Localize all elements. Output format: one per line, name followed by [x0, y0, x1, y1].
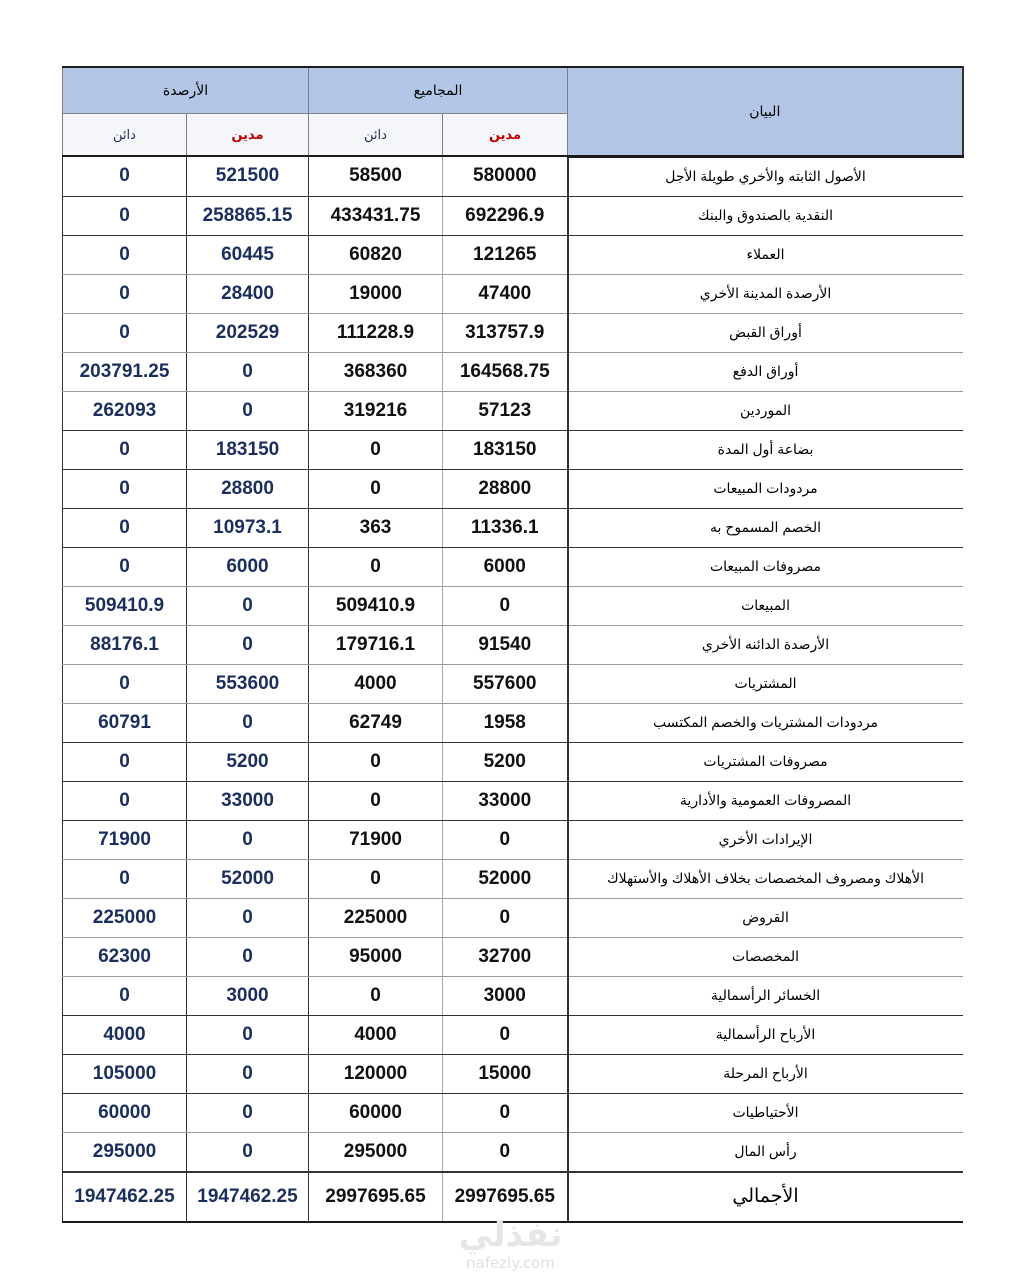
balances-credit-cell: 0 [63, 508, 187, 547]
table-row [63, 586, 963, 625]
totals-debit-cell: 0 [443, 898, 568, 937]
balances-debit-cell: 258865.15 [187, 196, 309, 235]
table-row [63, 391, 963, 430]
balances-debit-cell: 0 [187, 703, 309, 742]
balances-debit-cell: 0 [187, 1093, 309, 1132]
description-cell: الأرصدة المدينة الأخري [568, 274, 963, 313]
balances-debit-cell: 52000 [187, 859, 309, 898]
balances-debit-cell: 553600 [187, 664, 309, 703]
table-row [63, 937, 963, 976]
totals-credit-cell: 0 [309, 742, 443, 781]
balances-credit-cell: 295000 [63, 1132, 187, 1172]
balances-debit-cell: 0 [187, 625, 309, 664]
totals-debit-cell: 47400 [443, 274, 568, 313]
balances-debit-cell: 60445 [187, 235, 309, 274]
totals-debit-cell: 0 [443, 820, 568, 859]
totals-debit-cell: 557600 [443, 664, 568, 703]
table-row [63, 625, 963, 664]
table-row [63, 352, 963, 391]
balances-debit-cell: 183150 [187, 430, 309, 469]
totals-debit-cell: 2997695.65 [443, 1172, 568, 1222]
description-cell: الأجمالي [568, 1172, 963, 1222]
table-row [63, 1093, 963, 1132]
table-row [63, 898, 963, 937]
balances-credit-cell: 0 [63, 156, 187, 196]
balances-debit-cell: 0 [187, 937, 309, 976]
description-cell: الأصول الثابته والأخري طويلة الأجل [568, 156, 963, 196]
description-cell: الأرباح المرحلة [568, 1054, 963, 1093]
balances-credit-cell: 0 [63, 742, 187, 781]
balances-debit-cell: 10973.1 [187, 508, 309, 547]
balances-credit-cell: 0 [63, 781, 187, 820]
table-row [63, 820, 963, 859]
balances-debit-cell: 0 [187, 898, 309, 937]
totals-debit-cell: 313757.9 [443, 313, 568, 352]
balances-credit-cell: 60000 [63, 1093, 187, 1132]
description-cell: رأس المال [568, 1132, 963, 1172]
totals-credit-cell: 95000 [309, 937, 443, 976]
balances-debit-cell: 1947462.25 [187, 1172, 309, 1222]
totals-credit-cell: 0 [309, 859, 443, 898]
totals-debit-cell: 0 [443, 1132, 568, 1172]
totals-debit-cell: 183150 [443, 430, 568, 469]
description-cell: الأرباح الرأسمالية [568, 1015, 963, 1054]
balances-credit-cell: 0 [63, 235, 187, 274]
totals-credit-cell: 4000 [309, 664, 443, 703]
totals-credit-cell: 509410.9 [309, 586, 443, 625]
totals-debit-header: مدين [443, 114, 568, 157]
balances-credit-cell: 0 [63, 664, 187, 703]
balances-debit-cell: 0 [187, 1015, 309, 1054]
totals-debit-cell: 15000 [443, 1054, 568, 1093]
totals-credit-cell: 363 [309, 508, 443, 547]
totals-credit-cell: 60000 [309, 1093, 443, 1132]
description-cell: العملاء [568, 235, 963, 274]
balances-debit-cell: 521500 [187, 156, 309, 196]
totals-debit-cell: 692296.9 [443, 196, 568, 235]
description-header: البيان [568, 67, 963, 156]
description-cell: الأحتياطيات [568, 1093, 963, 1132]
description-cell: مردودات المشتريات والخصم المكتسب [568, 703, 963, 742]
table-row [63, 703, 963, 742]
balances-credit-cell: 0 [63, 469, 187, 508]
table-row [63, 430, 963, 469]
description-cell: الأهلاك ومصروف المخصصات بخلاف الأهلاك والأستهلاك [568, 859, 963, 898]
table-row [63, 196, 963, 235]
table-row [63, 781, 963, 820]
balances-credit-header: دائن [63, 114, 187, 157]
table-row [63, 235, 963, 274]
nafezly-watermark [448, 1216, 573, 1278]
balances-debit-cell: 202529 [187, 313, 309, 352]
totals-credit-cell: 0 [309, 976, 443, 1015]
description-cell: الموردين [568, 391, 963, 430]
description-cell: مصروفات المشتريات [568, 742, 963, 781]
description-cell: مردودات المبيعات [568, 469, 963, 508]
balances-debit-cell: 3000 [187, 976, 309, 1015]
totals-credit-cell: 120000 [309, 1054, 443, 1093]
total-row [63, 1172, 963, 1222]
totals-debit-cell: 580000 [443, 156, 568, 196]
totals-credit-cell: 4000 [309, 1015, 443, 1054]
table-row [63, 547, 963, 586]
description-cell: المشتريات [568, 664, 963, 703]
table-row [63, 313, 963, 352]
balances-debit-cell: 5200 [187, 742, 309, 781]
table-row [63, 156, 963, 196]
totals-debit-cell: 57123 [443, 391, 568, 430]
description-cell: الخسائر الرأسمالية [568, 976, 963, 1015]
balances-credit-cell: 62300 [63, 937, 187, 976]
table-row [63, 1054, 963, 1093]
balances-credit-cell: 262093 [63, 391, 187, 430]
table-row [63, 859, 963, 898]
balances-group-header: الأرصدة [63, 67, 309, 114]
description-cell: الخصم المسموح به [568, 508, 963, 547]
balances-debit-cell: 6000 [187, 547, 309, 586]
totals-credit-cell: 2997695.65 [309, 1172, 443, 1222]
balances-debit-cell: 0 [187, 1132, 309, 1172]
totals-credit-cell: 62749 [309, 703, 443, 742]
totals-credit-cell: 58500 [309, 156, 443, 196]
balances-credit-cell: 88176.1 [63, 625, 187, 664]
totals-credit-cell: 179716.1 [309, 625, 443, 664]
balances-credit-cell: 509410.9 [63, 586, 187, 625]
totals-debit-cell: 91540 [443, 625, 568, 664]
totals-credit-cell: 60820 [309, 235, 443, 274]
watermark-arabic: نفذلي [458, 1215, 563, 1255]
table-row [63, 976, 963, 1015]
trial-balance-table [62, 66, 964, 1223]
balances-credit-cell: 105000 [63, 1054, 187, 1093]
totals-credit-cell: 0 [309, 430, 443, 469]
balances-credit-cell: 0 [63, 859, 187, 898]
table-row [63, 1015, 963, 1054]
balances-debit-cell: 0 [187, 586, 309, 625]
balances-debit-cell: 0 [187, 1054, 309, 1093]
balances-credit-cell: 0 [63, 196, 187, 235]
totals-group-header: المجاميع [309, 67, 568, 114]
description-cell: مصروفات المبيعات [568, 547, 963, 586]
description-cell: المبيعات [568, 586, 963, 625]
balances-credit-cell: 0 [63, 313, 187, 352]
totals-credit-cell: 0 [309, 547, 443, 586]
totals-credit-cell: 368360 [309, 352, 443, 391]
description-cell: الإيرادات الأخري [568, 820, 963, 859]
totals-credit-cell: 0 [309, 781, 443, 820]
balances-credit-cell: 60791 [63, 703, 187, 742]
balances-credit-cell: 71900 [63, 820, 187, 859]
totals-debit-cell: 0 [443, 1093, 568, 1132]
totals-debit-cell: 121265 [443, 235, 568, 274]
table-row [63, 274, 963, 313]
description-cell: أوراق القبض [568, 313, 963, 352]
balances-debit-cell: 0 [187, 391, 309, 430]
balances-debit-cell: 28400 [187, 274, 309, 313]
balances-credit-cell: 203791.25 [63, 352, 187, 391]
balances-debit-cell: 0 [187, 820, 309, 859]
totals-credit-cell: 71900 [309, 820, 443, 859]
balances-debit-header: مدين [187, 114, 309, 157]
table-row [63, 742, 963, 781]
totals-debit-cell: 164568.75 [443, 352, 568, 391]
description-cell: بضاعة أول المدة [568, 430, 963, 469]
totals-debit-cell: 52000 [443, 859, 568, 898]
description-cell: أوراق الدفع [568, 352, 963, 391]
totals-credit-header: دائن [309, 114, 443, 157]
balances-credit-cell: 0 [63, 274, 187, 313]
totals-debit-cell: 33000 [443, 781, 568, 820]
balances-debit-cell: 33000 [187, 781, 309, 820]
totals-credit-cell: 0 [309, 469, 443, 508]
balances-credit-cell: 4000 [63, 1015, 187, 1054]
balances-credit-cell: 0 [63, 430, 187, 469]
description-cell: المخصصات [568, 937, 963, 976]
group-header-row [63, 67, 963, 114]
table-row [63, 508, 963, 547]
totals-debit-cell: 1958 [443, 703, 568, 742]
balances-credit-cell: 225000 [63, 898, 187, 937]
description-cell: النقدية بالصندوق والبنك [568, 196, 963, 235]
balances-credit-cell: 1947462.25 [63, 1172, 187, 1222]
table-row [63, 469, 963, 508]
watermark-latin: nafezly.com [466, 1254, 555, 1272]
totals-debit-cell: 3000 [443, 976, 568, 1015]
description-cell: القروض [568, 898, 963, 937]
balances-debit-cell: 0 [187, 352, 309, 391]
totals-debit-cell: 5200 [443, 742, 568, 781]
table-row [63, 1132, 963, 1172]
totals-debit-cell: 32700 [443, 937, 568, 976]
totals-credit-cell: 295000 [309, 1132, 443, 1172]
totals-debit-cell: 6000 [443, 547, 568, 586]
balances-debit-cell: 28800 [187, 469, 309, 508]
table-row [63, 664, 963, 703]
totals-credit-cell: 111228.9 [309, 313, 443, 352]
totals-credit-cell: 319216 [309, 391, 443, 430]
totals-credit-cell: 19000 [309, 274, 443, 313]
balances-credit-cell: 0 [63, 976, 187, 1015]
totals-credit-cell: 225000 [309, 898, 443, 937]
totals-debit-cell: 0 [443, 1015, 568, 1054]
trial-balance-sheet [62, 66, 962, 1223]
totals-credit-cell: 433431.75 [309, 196, 443, 235]
table-body [63, 156, 963, 1222]
totals-debit-cell: 11336.1 [443, 508, 568, 547]
balances-credit-cell: 0 [63, 547, 187, 586]
description-cell: الأرصدة الدائنه الأخري [568, 625, 963, 664]
totals-debit-cell: 28800 [443, 469, 568, 508]
totals-debit-cell: 0 [443, 586, 568, 625]
description-cell: المصروفات العمومية والأدارية [568, 781, 963, 820]
